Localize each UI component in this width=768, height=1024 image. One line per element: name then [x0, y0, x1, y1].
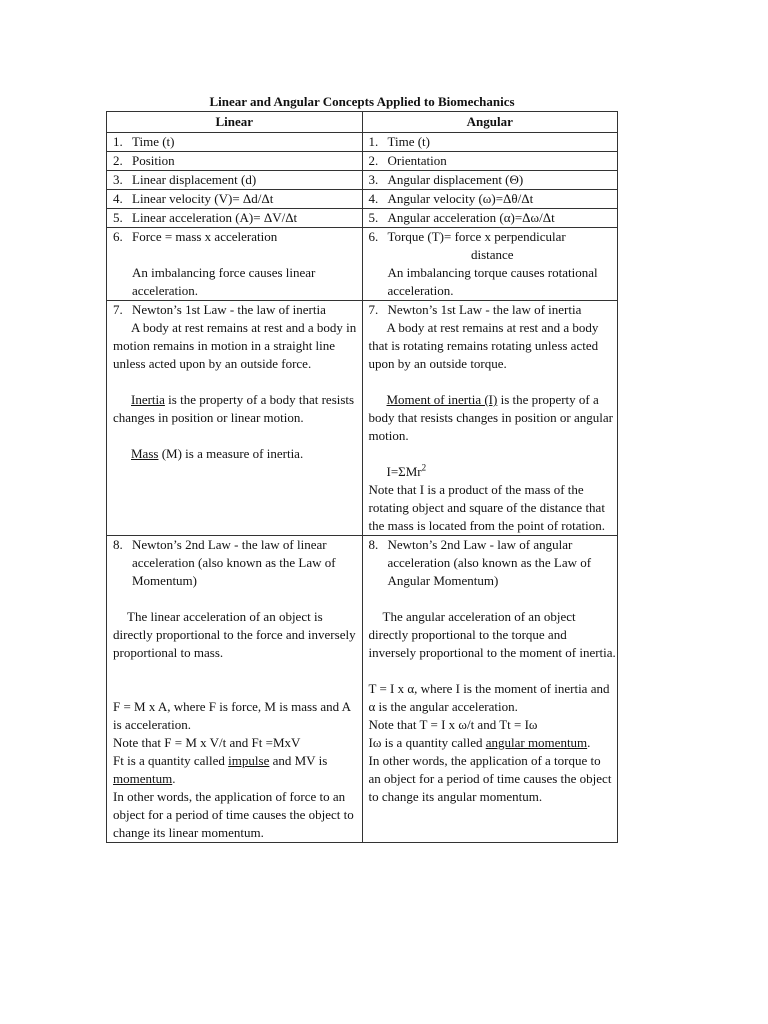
paragraph: A body at rest remains at rest and a body that is rotating remains rotating unless acted upon by an outside torque. — [368, 320, 599, 371]
item-text: Angular displacement (Θ) — [387, 172, 524, 187]
header-row — [107, 112, 618, 133]
table-row — [107, 536, 618, 843]
paragraph: Note that F = M x V/t and Ft =MxV — [113, 735, 301, 750]
paragraph: A body at rest remains at rest and a body in motion remains in motion in a straight line unless acted upon by an outside force. — [113, 320, 357, 371]
item-number: 3. — [368, 172, 379, 187]
paragraph: In other words, the application of force to an object for a period of time causes the object to change its linear momentum. — [113, 789, 354, 840]
angular-cell — [362, 209, 618, 228]
paragraph-text: Iω is a quantity called — [368, 735, 486, 750]
item-text: Time (t) — [387, 134, 430, 149]
paragraph: The linear acceleration of an object is directly proportional to the force and inversely proportional to mass. — [113, 609, 356, 660]
item-number: 4. — [368, 191, 379, 206]
concepts-table — [106, 111, 618, 843]
paragraph — [113, 445, 361, 463]
item-text: Linear acceleration (A)= ΔV/Δt — [132, 210, 298, 225]
item-number: 5. — [368, 210, 379, 225]
linear-cell — [107, 171, 363, 190]
item-text: Angular acceleration (α)=Δω/Δt — [387, 210, 555, 225]
paragraph: T = I x α, where I is the moment of inertia and α is the angular acceleration. — [368, 681, 610, 714]
item-text: Orientation — [387, 153, 447, 168]
angular-cell — [362, 228, 618, 301]
item-number: 5. — [113, 210, 123, 225]
item-number: 6. — [113, 229, 123, 244]
item-text: Newton’s 1st Law - the law of inertia — [132, 302, 326, 317]
table-row — [107, 133, 618, 152]
item-number: 1. — [113, 134, 123, 149]
item-text: Linear displacement (d) — [132, 172, 257, 187]
paragraph — [369, 734, 617, 752]
item-text: Linear velocity (V)= Δd/Δt — [132, 191, 274, 206]
item-number: 8. — [113, 537, 123, 552]
angular-cell — [362, 133, 618, 152]
linear-cell — [107, 228, 363, 301]
item-number: 2. — [368, 153, 379, 168]
paragraph: An imbalancing torque causes rotational acceleration. — [387, 265, 598, 298]
paragraph-text: is the property of a body that resists changes in position or linear motion. — [113, 392, 355, 425]
item-text: Force = mass x acceleration — [132, 229, 278, 244]
paragraph: Note that I is a product of the mass of the rotating object and square of the distance that the mass is located from the point of rotation. — [368, 482, 605, 533]
item-text-continued: distance — [470, 247, 514, 262]
linear-cell — [107, 209, 363, 228]
term: Inertia — [131, 392, 165, 407]
paragraph — [369, 391, 617, 445]
paragraph: In other words, the application of a torque to an object for a period of time causes the object to change its angular momentum. — [368, 753, 612, 804]
linear-cell — [107, 301, 363, 536]
item-text: Angular velocity (ω)=Δθ/Δt — [387, 191, 534, 206]
item-text: Newton’s 1st Law - the law of inertia — [387, 302, 582, 317]
paragraph: F = M x A, where F is force, M is mass and A is acceleration. — [113, 699, 351, 732]
angular-cell — [362, 301, 618, 536]
item-text: Torque (T)= force x perpendicular — [387, 229, 566, 244]
table-row — [107, 190, 618, 209]
table-row — [107, 228, 618, 301]
item-text: Position — [132, 153, 175, 168]
linear-cell — [107, 152, 363, 171]
table-row — [107, 301, 618, 536]
item-number: 1. — [368, 134, 379, 149]
item-number: 4. — [113, 191, 123, 206]
angular-cell — [362, 152, 618, 171]
linear-cell — [107, 536, 363, 843]
term: Mass — [131, 446, 159, 461]
item-number: 7. — [113, 302, 123, 317]
paragraph-text: . — [172, 771, 176, 786]
table-row — [107, 152, 618, 171]
linear-cell — [107, 190, 363, 209]
item-number: 7. — [368, 302, 379, 317]
term: impulse — [228, 753, 270, 768]
angular-cell — [362, 536, 618, 843]
paragraph — [113, 391, 361, 427]
paragraph-text: Ft is a quantity called — [113, 753, 229, 768]
paragraph: The angular acceleration of an object directly proportional to the torque and inversely proportional to the moment of inertia. — [368, 609, 616, 660]
linear-cell — [107, 133, 363, 152]
paragraph-text: is the property of a body that resists changes in position or angular motion. — [368, 392, 613, 443]
item-number: 3. — [113, 172, 123, 187]
paragraph-text: (M) is a measure of inertia. — [158, 446, 304, 461]
table-row — [107, 209, 618, 228]
linear-header: Linear — [107, 112, 363, 133]
angular-cell — [362, 190, 618, 209]
angular-header: Angular — [362, 112, 618, 133]
formula-text: I=ΣMr — [386, 464, 422, 479]
paragraph-text: . — [587, 735, 591, 750]
paragraph-text: and MV is — [269, 753, 328, 768]
item-text: Time (t) — [132, 134, 175, 149]
item-text: Newton’s 2nd Law - the law of linear acceleration (also known as the Law of Momentum) — [132, 537, 336, 588]
item-number: 8. — [368, 537, 379, 552]
formula — [369, 463, 617, 481]
document-title: Linear and Angular Concepts Applied to Biomechanics — [209, 94, 515, 109]
paragraph — [113, 752, 361, 788]
table-row — [107, 171, 618, 190]
angular-cell — [362, 171, 618, 190]
term: Moment of inertia (I) — [386, 392, 498, 407]
formula-exponent: 2 — [421, 462, 427, 473]
item-number: 2. — [113, 153, 123, 168]
item-number: 6. — [368, 229, 379, 244]
item-text: Newton’s 2nd Law - law of angular acceleration (also known as the Law of Angular Momentum) — [387, 537, 592, 588]
paragraph: An imbalancing force causes linear acceleration. — [132, 265, 316, 298]
term: angular momentum — [485, 735, 588, 750]
paragraph: Note that T = I x ω/t and Tt = Iω — [368, 717, 538, 732]
term: momentum — [113, 771, 173, 786]
